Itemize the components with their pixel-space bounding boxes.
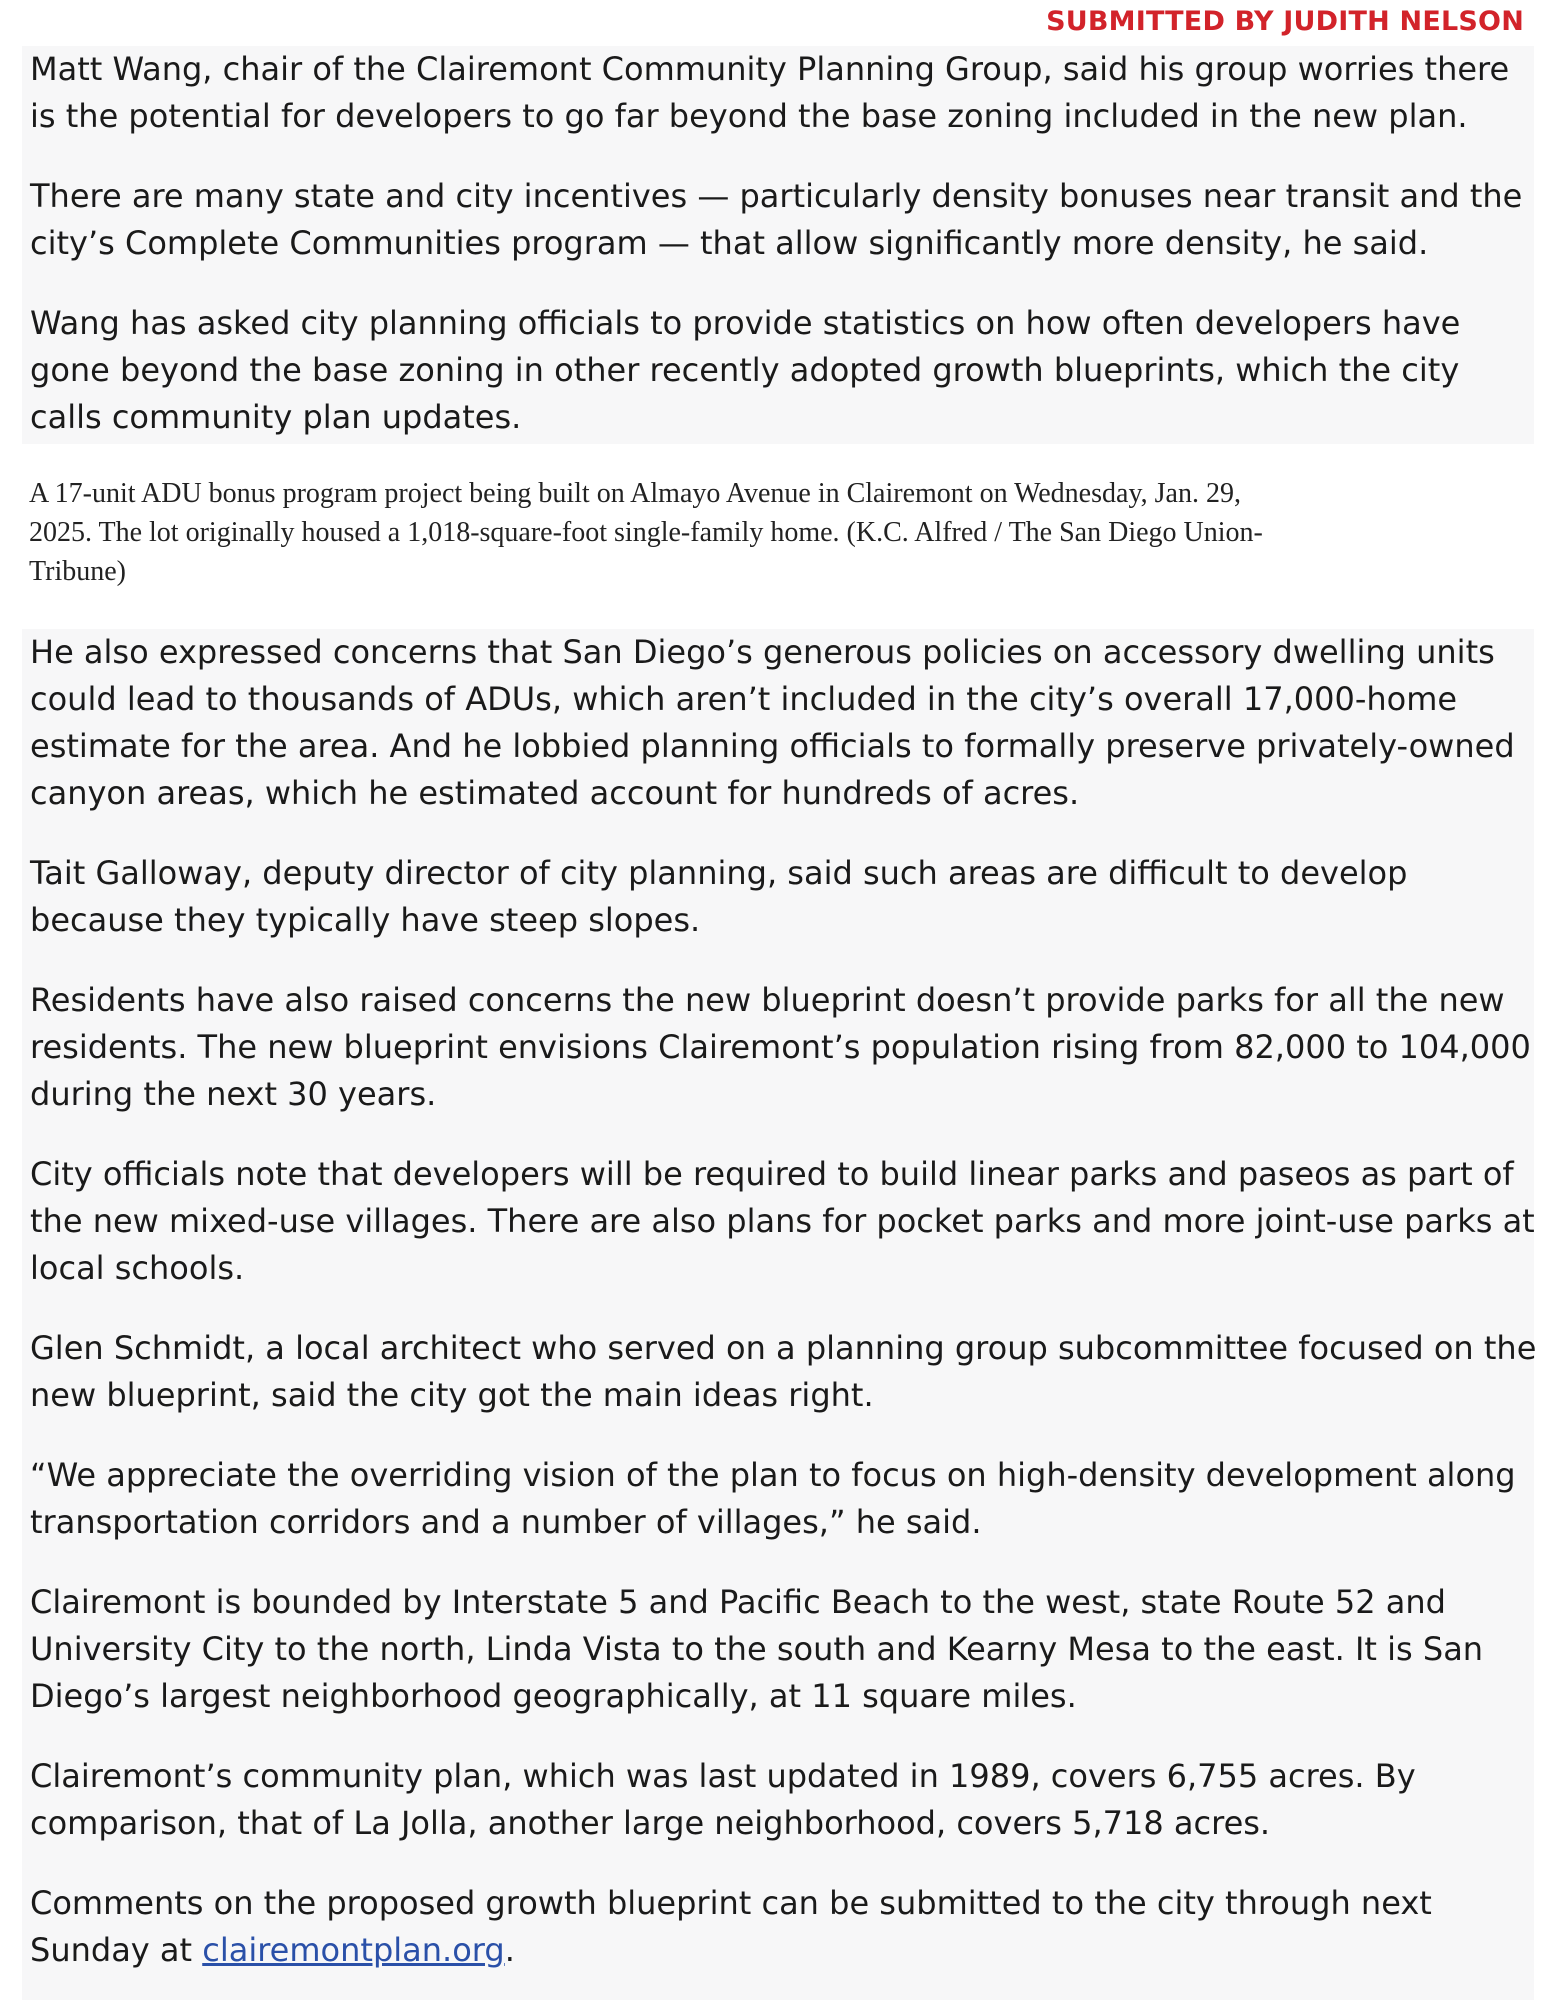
paragraph-line: University City to the north, Linda Vista to the south and Kearny Mesa to the east. It is San <box>30 1630 1484 1668</box>
photo-caption <box>29 474 1519 591</box>
paragraph-line: City officials note that developers will be required to build linear parks and paseos as part of <box>30 1155 1514 1193</box>
paragraph-line: He also expressed concerns that San Diego’s generous policies on accessory dwelling units <box>30 633 1495 671</box>
article-paragraph <box>22 977 1534 1118</box>
paragraph-line: comparison, that of La Jolla, another large neighborhood, covers 5,718 acres. <box>30 1804 1271 1842</box>
article-paragraph <box>22 850 1534 944</box>
paragraph-line: local schools. <box>30 1249 245 1287</box>
paragraph-line: is the potential for developers to go far beyond the base zoning included in the new plan. <box>30 97 1468 135</box>
paragraph-line: Wang has asked city planning officials to provide statistics on how often developers have <box>30 304 1461 342</box>
paragraph-line: transportation corridors and a number of villages,” he said. <box>30 1503 982 1541</box>
paragraph-line: Matt Wang, chair of the Clairemont Community Planning Group, said his group worries there <box>30 50 1510 88</box>
paragraph-line: could lead to thousands of ADUs, which aren’t included in the city’s overall 17,000-home <box>30 680 1458 718</box>
paragraph-line: gone beyond the base zoning in other recently adopted growth blueprints, which the city <box>30 351 1460 389</box>
article-paragraph <box>22 46 1534 140</box>
paragraph-line: Glen Schmidt, a local architect who served on a planning group subcommittee focused on the <box>30 1329 1537 1367</box>
article-paragraph <box>22 300 1534 441</box>
final-line-prefix: Sunday at <box>30 1931 203 1969</box>
article-section-top <box>22 46 1534 444</box>
article-paragraph <box>22 1452 1534 1546</box>
paragraph-line: new blueprint, said the city got the main ideas right. <box>30 1376 874 1414</box>
caption-line: A 17-unit ADU bonus program project being built on Almayo Avenue in Clairemont on Wednesday, Jan. 29, <box>29 478 1241 509</box>
submitted-by-label: SUBMITTED BY JUDITH NELSON <box>1046 6 1524 37</box>
final-line-suffix: . <box>504 1931 515 1969</box>
paragraph-line: residents. The new blueprint envisions Clairemont’s population rising from 82,000 to 104,000 <box>30 1028 1531 1066</box>
article-paragraph <box>22 1753 1534 1847</box>
paragraph-line: during the next 30 years. <box>30 1075 437 1113</box>
article-paragraph <box>22 1579 1534 1720</box>
paragraph-line: because they typically have steep slopes. <box>30 901 701 939</box>
paragraph-line: Tait Galloway, deputy director of city planning, said such areas are difficult to develop <box>30 854 1408 892</box>
article-paragraph <box>22 1151 1534 1292</box>
paragraph-line: Residents have also raised concerns the new blueprint doesn’t provide parks for all the new <box>30 981 1505 1019</box>
article-paragraph <box>22 629 1534 817</box>
paragraph-line: canyon areas, which he estimated account for hundreds of acres. <box>30 774 1080 812</box>
paragraph-line: calls community plan updates. <box>30 398 522 436</box>
paragraph-line: Clairemont is bounded by Interstate 5 and Pacific Beach to the west, state Route 52 and <box>30 1583 1446 1621</box>
paragraph-line: estimate for the area. And he lobbied planning officials to formally preserve privately-owned <box>30 727 1515 765</box>
paragraph-line: There are many state and city incentives — particularly density bonuses near transit and the <box>30 177 1523 215</box>
paragraph-line: “We appreciate the overriding vision of the plan to focus on high-density development along <box>30 1456 1516 1494</box>
paragraph-line: Comments on the proposed growth blueprint can be submitted to the city through next <box>30 1884 1432 1922</box>
paragraph-line: Diego’s largest neighborhood geographically, at 11 square miles. <box>30 1677 1077 1715</box>
caption-line: 2025. The lot originally housed a 1,018-square-foot single-family home. (K.C. Alfred / The San Diego Union- <box>29 517 1263 548</box>
paragraph-line <box>30 1927 1526 1974</box>
clairemontplan-link[interactable]: clairemontplan.org <box>202 1931 505 1969</box>
article-paragraph <box>22 173 1534 267</box>
article-paragraph <box>22 1325 1537 1419</box>
article-section-bottom <box>22 629 1537 2000</box>
paragraph-line: the new mixed-use villages. There are also plans for pocket parks and more joint-use parks at <box>30 1202 1535 1240</box>
caption-line: Tribune) <box>29 556 126 587</box>
article-paragraph-final <box>22 1880 1534 1974</box>
paragraph-line: city’s Complete Communities program — that allow significantly more density, he said. <box>30 224 1429 262</box>
paragraph-line: Clairemont’s community plan, which was last updated in 1989, covers 6,755 acres. By <box>30 1757 1416 1795</box>
